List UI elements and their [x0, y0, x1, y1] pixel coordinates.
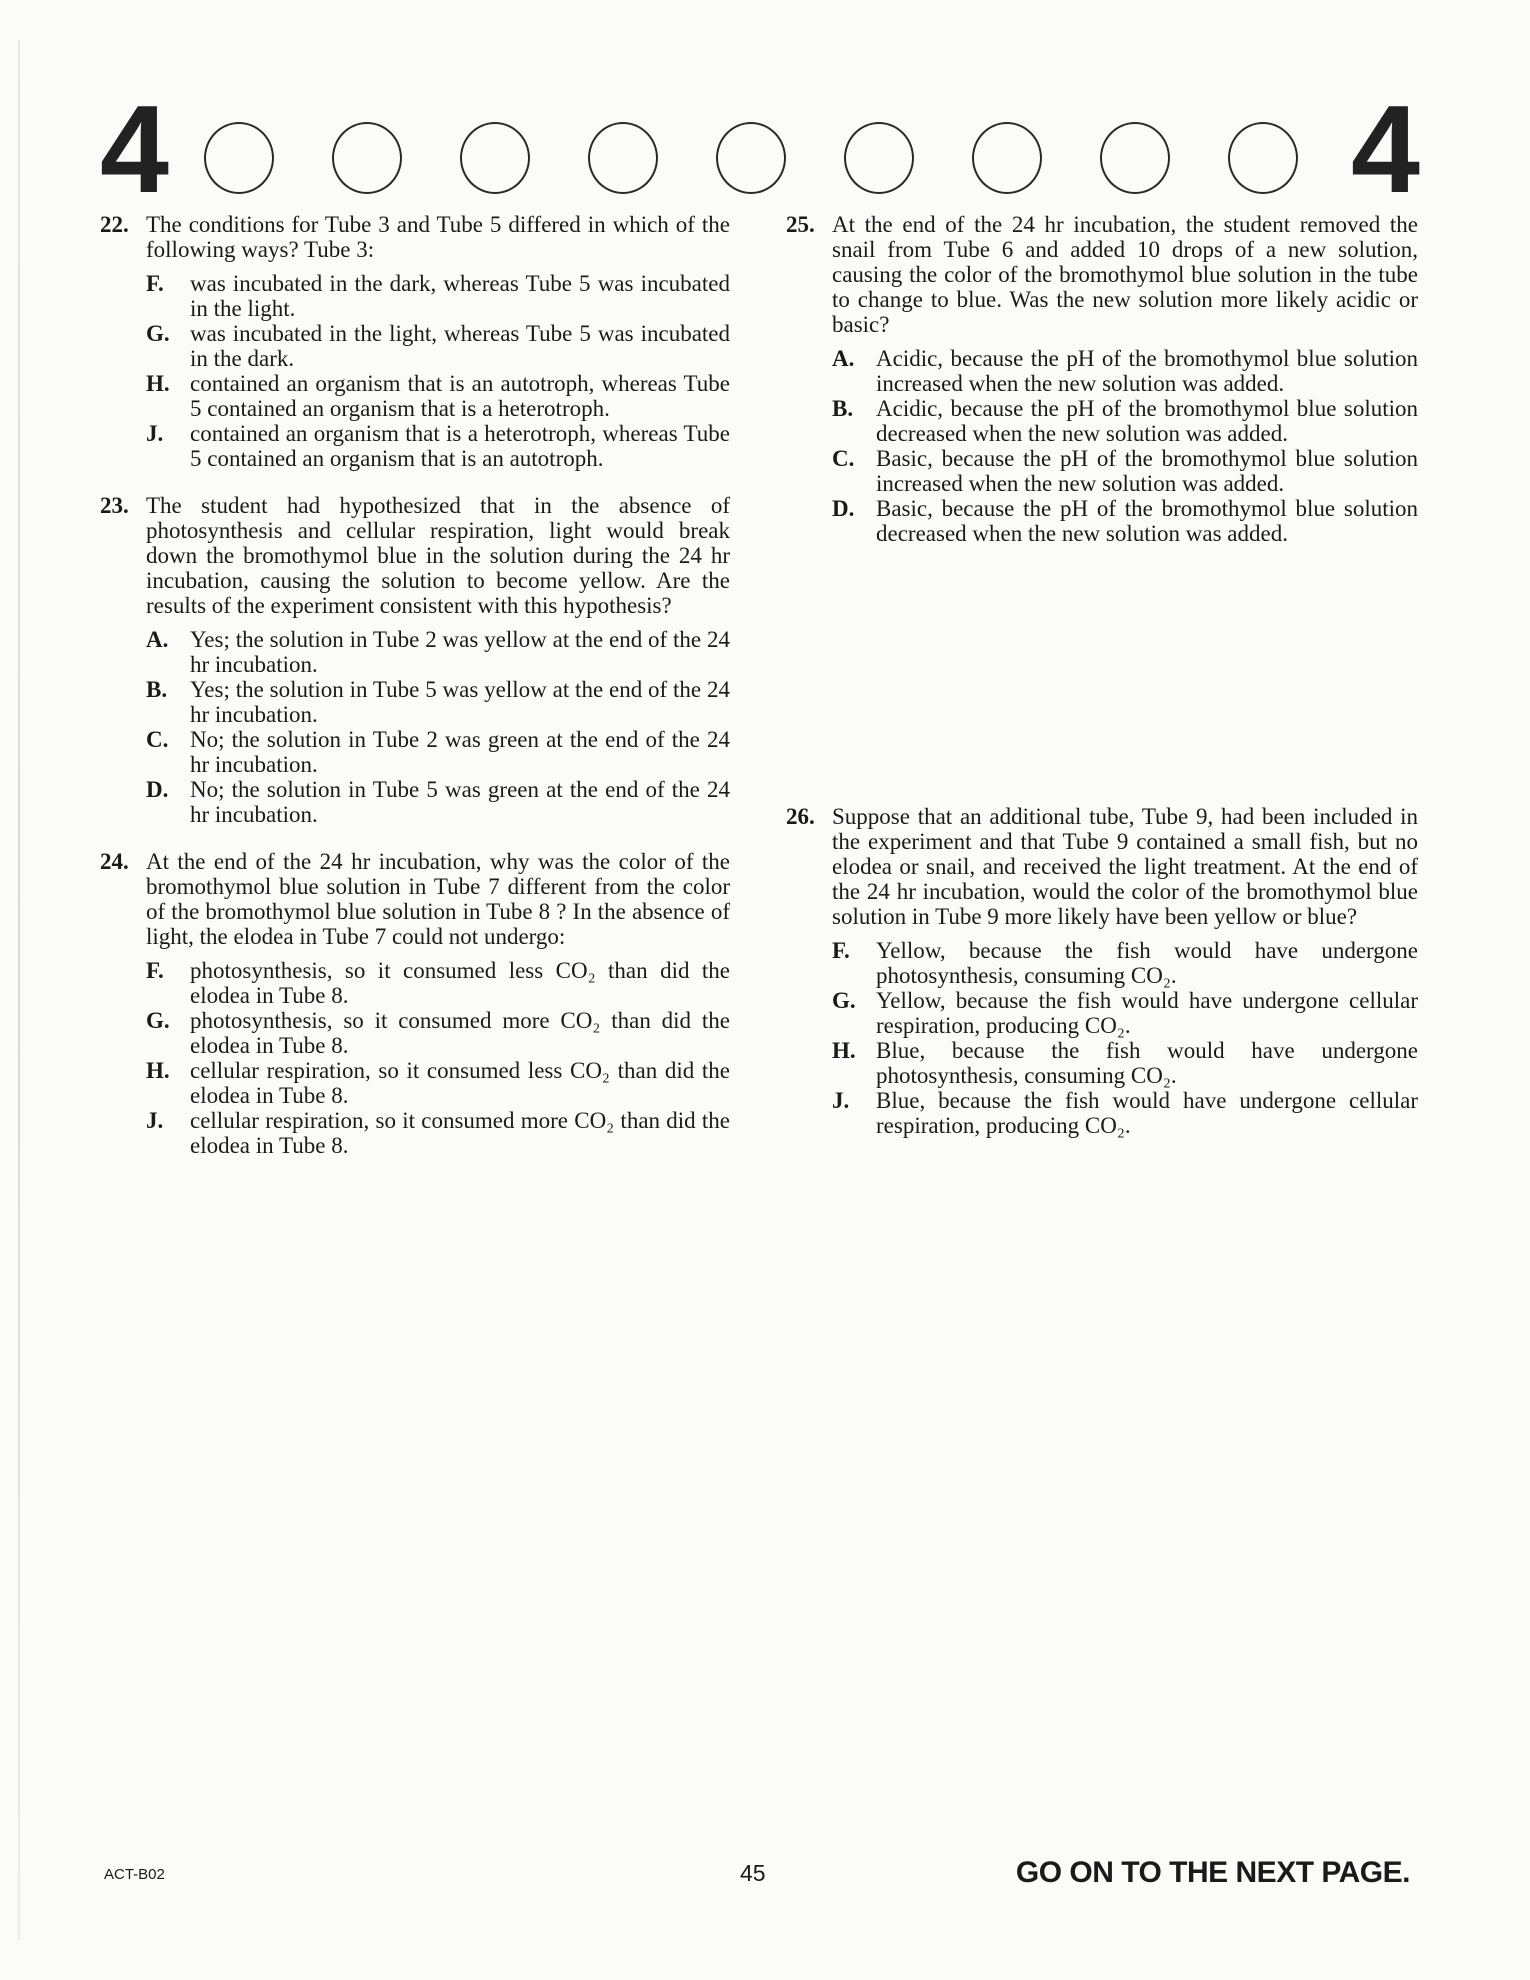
option-text: was incubated in the dark, whereas Tube 5 was incubated in the light. — [190, 271, 730, 321]
right-column — [786, 212, 1418, 1138]
header-circle — [204, 122, 274, 194]
option-text: was incubated in the light, whereas Tube 5 was incubated in the dark. — [190, 321, 730, 371]
option-text: Blue, because the fish would have undergone photosynthesis, consuming CO₂. — [876, 1038, 1418, 1088]
header-circle — [844, 122, 914, 194]
answer-option[interactable] — [832, 988, 1418, 1038]
option-letter: C. — [832, 446, 855, 471]
section-header — [100, 81, 1420, 219]
answer-option[interactable] — [146, 727, 730, 777]
option-letter: G. — [146, 321, 170, 346]
answer-option[interactable] — [832, 446, 1418, 496]
section-number-left: 4 — [100, 81, 169, 219]
header-circle — [332, 122, 402, 194]
option-letter: H. — [832, 1038, 856, 1063]
page-number: 45 — [740, 1860, 766, 1886]
option-text: contained an organism that is an autotroph, whereas Tube 5 contained an organism that is a heterotroph. — [190, 371, 730, 421]
answer-option[interactable] — [832, 1088, 1418, 1138]
option-letter: G. — [832, 988, 856, 1013]
answer-option[interactable] — [832, 938, 1418, 988]
answer-options — [146, 627, 730, 827]
scan-edge — [18, 40, 20, 1940]
answer-option[interactable] — [832, 496, 1418, 546]
option-text: cellular respiration, so it consumed more CO₂ than did the elodea in Tube 8. — [190, 1108, 730, 1158]
answer-option[interactable] — [832, 396, 1418, 446]
option-text: Yellow, because the fish would have undergone photosynthesis, consuming CO₂. — [876, 938, 1418, 988]
option-text: Yes; the solution in Tube 2 was yellow at the end of the 24 hr incubation. — [190, 627, 730, 677]
option-letter: D. — [146, 777, 169, 802]
answer-option[interactable] — [832, 1038, 1418, 1088]
option-letter: J. — [146, 421, 164, 446]
question-stem: At the end of the 24 hr incubation, why was the color of the bromothymol blue solution in Tube 7 different from the color of the bromothymol blue solution in Tube 8 ? In the absence of light, the elodea in Tube 7 could not undergo: — [146, 849, 730, 949]
question-number: 24. — [100, 849, 129, 874]
option-letter: J. — [832, 1088, 850, 1113]
question-24 — [100, 849, 730, 1158]
answer-option[interactable] — [146, 371, 730, 421]
option-text: Basic, because the pH of the bromothymol blue solution increased when the new solution was added. — [876, 446, 1418, 496]
question-25 — [786, 212, 1418, 546]
option-text: No; the solution in Tube 2 was green at the end of the 24 hr incubation. — [190, 727, 730, 777]
option-letter: J. — [146, 1108, 164, 1133]
option-letter: F. — [832, 938, 850, 963]
answer-option[interactable] — [146, 1008, 730, 1058]
header-circle — [588, 122, 658, 194]
option-letter: A. — [146, 627, 169, 652]
option-text: No; the solution in Tube 5 was green at the end of the 24 hr incubation. — [190, 777, 730, 827]
option-text: photosynthesis, so it consumed more CO₂ than did the elodea in Tube 8. — [190, 1008, 730, 1058]
answer-options — [832, 346, 1418, 546]
option-letter: F. — [146, 271, 164, 296]
option-letter: H. — [146, 1058, 170, 1083]
option-text: Yellow, because the fish would have undergone cellular respiration, producing CO₂. — [876, 988, 1418, 1038]
header-circle — [1228, 122, 1298, 194]
question-number: 23. — [100, 493, 129, 518]
option-letter: G. — [146, 1008, 170, 1033]
question-number: 25. — [786, 212, 815, 237]
question-number: 22. — [100, 212, 129, 237]
answer-options — [832, 938, 1418, 1138]
form-code: ACT-B02 — [104, 1866, 165, 1883]
option-letter: H. — [146, 371, 170, 396]
option-text: photosynthesis, so it consumed less CO₂ than did the elodea in Tube 8. — [190, 958, 730, 1008]
option-letter: B. — [832, 396, 854, 421]
question-stem: The student had hypothesized that in the absence of photosynthesis and cellular respiration, light would break down the bromothymol blue in the solution during the 24 hr incubation, causing the solution to become yellow. Are the results of the experiment consistent with this hypothesis? — [146, 493, 730, 618]
option-letter: A. — [832, 346, 855, 371]
option-text: Yes; the solution in Tube 5 was yellow at the end of the 24 hr incubation. — [190, 677, 730, 727]
next-page-notice: GO ON TO THE NEXT PAGE. — [1015, 1856, 1410, 1889]
answer-option[interactable] — [146, 677, 730, 727]
answer-option[interactable] — [146, 271, 730, 321]
option-letter: C. — [146, 727, 169, 752]
option-text: Blue, because the fish would have undergone cellular respiration, producing CO₂. — [876, 1088, 1418, 1138]
answer-option[interactable] — [146, 958, 730, 1008]
question-number: 26. — [786, 804, 815, 829]
header-circle — [716, 122, 786, 194]
option-text: Acidic, because the pH of the bromothymol blue solution increased when the new solution was added. — [876, 346, 1418, 396]
answer-option[interactable] — [146, 321, 730, 371]
answer-option[interactable] — [832, 346, 1418, 396]
answer-option[interactable] — [146, 777, 730, 827]
answer-options — [146, 958, 730, 1158]
question-23 — [100, 493, 730, 827]
question-stem: At the end of the 24 hr incubation, the student removed the snail from Tube 6 and added 10 drops of a new solution, causing the color of the bromothymol blue solution in the tube to change to blue. Was the new solution more likely acidic or basic? — [832, 212, 1418, 337]
question-stem: Suppose that an additional tube, Tube 9, had been included in the experiment and that Tube 9 contained a small fish, but no elodea or snail, and received the light treatment. At the end of the 24 hr incubation, would the color of the bromothymol blue solution in Tube 9 more likely have been yellow or blue? — [832, 804, 1418, 929]
section-number-right: 4 — [1351, 81, 1420, 219]
option-letter: D. — [832, 496, 855, 521]
header-circles — [204, 122, 1304, 202]
header-circle — [972, 122, 1042, 194]
question-26 — [786, 804, 1418, 1138]
left-column — [100, 212, 730, 1158]
answer-option[interactable] — [146, 1058, 730, 1108]
question-22 — [100, 212, 730, 471]
option-letter: F. — [146, 958, 164, 983]
answer-options — [146, 271, 730, 471]
header-circle — [1100, 122, 1170, 194]
answer-option[interactable] — [146, 1108, 730, 1158]
option-text: contained an organism that is a heterotroph, whereas Tube 5 contained an organism that is an autotroph. — [190, 421, 730, 471]
question-stem: The conditions for Tube 3 and Tube 5 differed in which of the following ways? Tube 3: — [146, 212, 730, 262]
header-circle — [460, 122, 530, 194]
option-letter: B. — [146, 677, 168, 702]
answer-option[interactable] — [146, 627, 730, 677]
option-text: Basic, because the pH of the bromothymol blue solution decreased when the new solution was added. — [876, 496, 1418, 546]
option-text: Acidic, because the pH of the bromothymol blue solution decreased when the new solution was added. — [876, 396, 1418, 446]
answer-option[interactable] — [146, 421, 730, 471]
option-text: cellular respiration, so it consumed less CO₂ than did the elodea in Tube 8. — [190, 1058, 730, 1108]
